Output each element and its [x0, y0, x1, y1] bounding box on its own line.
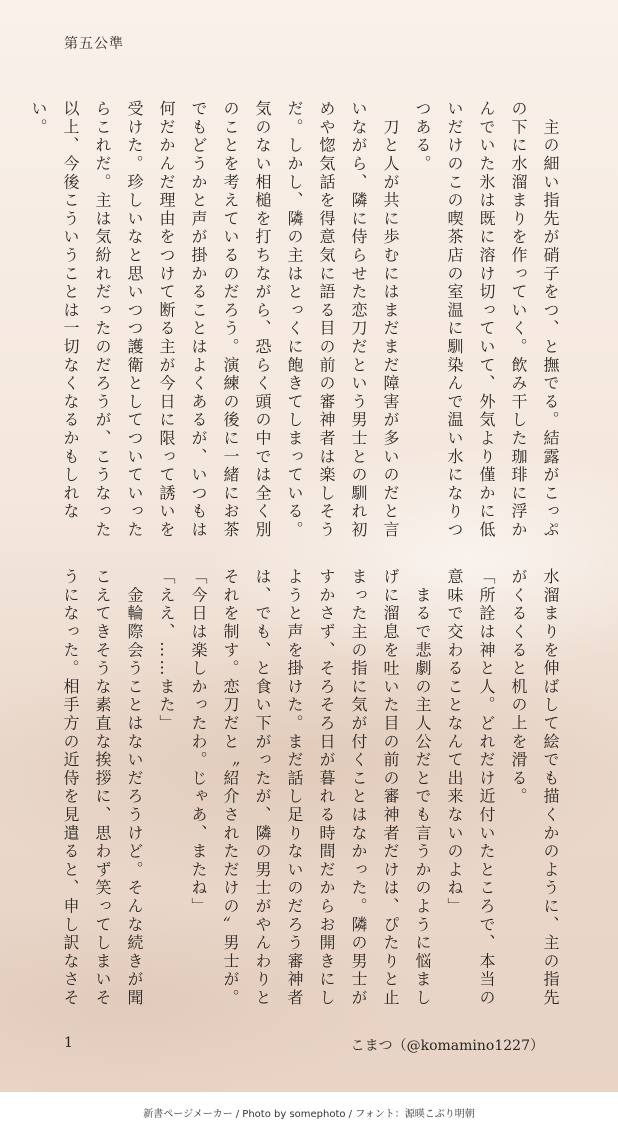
- paragraph: 金輪際会うことはないだろうけど。そんな続きが聞こえてきそうな素直な挨拶に、思わず笑ってしまいそうになった。相手方の近侍を見遣ると、申し訳なさそ: [61, 568, 144, 1008]
- page-title: 第五公準: [64, 36, 124, 52]
- text-block-bottom: [56, 568, 566, 1008]
- text-block-top: [29, 100, 566, 540]
- paragraph: 「今日は楽しかったわ。じゃあ、またね」: [189, 568, 208, 916]
- paragraph: まるで悲劇の主人公だとでも言うかのように悩ましげに溜息を吐いた目の前の審神者だけは、ぴたりと止まった主の指に気が付くことはなかった。隣の男士がすかさず、そろそろ日が暮れる時間だからお開きにしようと声を掛けた。まだ話し足りないのだろう審神者は、でも、と食い下がったが、隣の男士がやんわりとそれを制す。恋刀だと〝紹介されただけの〟男士が。: [221, 568, 432, 1008]
- paragraph: 「ええ、……また」: [157, 568, 176, 733]
- page-number: 1: [64, 1035, 73, 1051]
- footer-credits: 新書ページメーカー / Photo by somephoto / フォント：源暎こぶり明朝: [0, 1092, 618, 1132]
- paragraph: 刀と人が共に歩むにはまだまだ障害が多いのだと言いながら、隣に侍らせた恋刀だという男士との馴れ初めや惚気話を得意気に語る目の前の審神者は楽しそうだ。しかし、隣の主はとっくに飽きてしまっている。気のない相槌を打ちながら、恐らく頭の中では全く別のことを考えているのだろう。演練の後に一緒にお茶でもどうかと声が掛かることはよくあるが、いつもは何だかんだ理由をつけて断る主が今日に限って誘いを受けた。珍しいなと思いつつ護衛としてついていったらこれだ。主は気紛れだったのだろうが、こうなった以上、今後こういうことは一切なくなるかもしれない。: [29, 100, 400, 540]
- author-credit: こまつ（@komamino1227）: [350, 1038, 544, 1054]
- paragraph: 「所詮は神と人。どれだけ近付いたところで、本当の意味で交わることなんて出来ないのよね」: [445, 568, 496, 1008]
- paragraph: 水溜まりを伸ばして絵でも描くかのように、主の指先がくるくると机の上を滑る。: [509, 568, 560, 1008]
- paragraph: 主の細い指先が硝子をつ、と撫でる。結露がこっぷの下に水溜まりを作っていく。飲み干した珈琲に浮かんでいた氷は既に溶け切っていて、外気より僅かに低いだけのこの喫茶店の室温に馴染んで温い水になりつつある。: [413, 100, 560, 540]
